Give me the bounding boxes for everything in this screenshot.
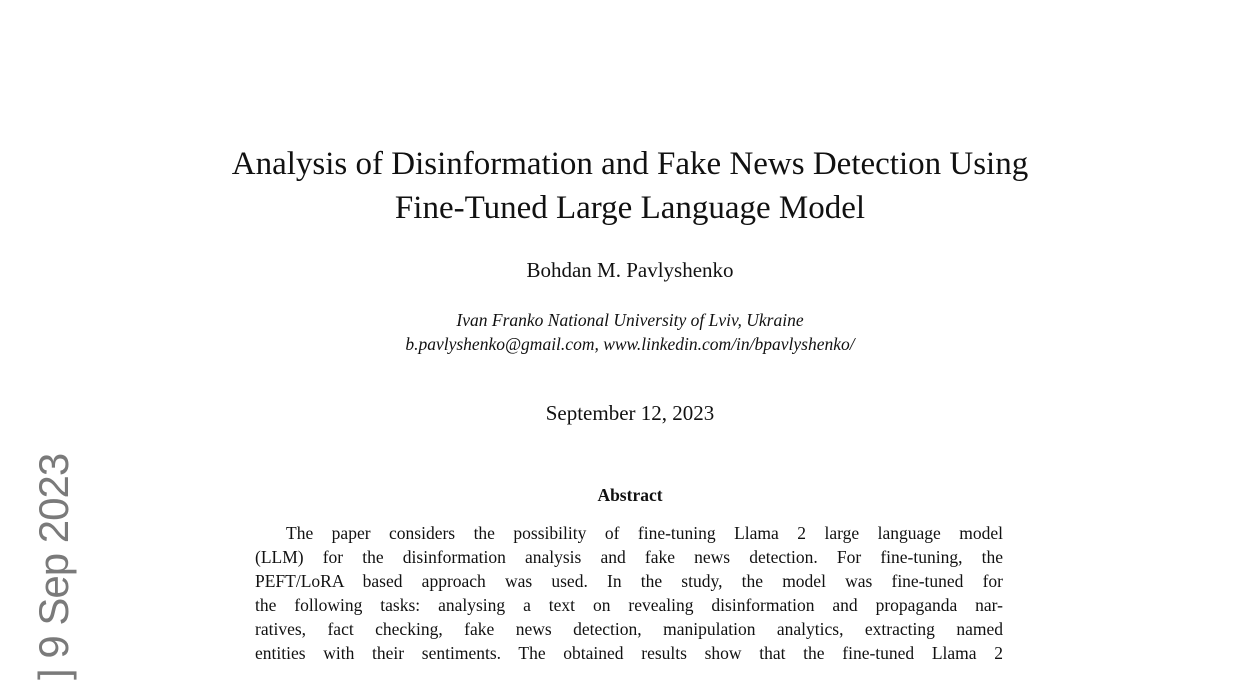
abstract-body	[255, 521, 1003, 665]
abstract-line: The paper considers the possibility of fine-tuning Llama 2 large language model	[286, 523, 1003, 543]
affiliation-institution: Ivan Franko National University of Lviv, Ukraine	[456, 310, 804, 330]
arxiv-side-stamp: ] 9 Sep 2023	[30, 453, 77, 680]
abstract-line: (LLM) for the disinformation analysis and fake news detection. For fine-tuning, the	[255, 547, 1003, 567]
abstract-line: ratives, fact checking, fake news detection, manipulation analytics, extracting named	[255, 619, 1003, 639]
paper-date: September 12, 2023	[545, 401, 715, 425]
abstract-line: entities with their sentiments. The obtained results show that the fine-tuned Llama 2	[255, 643, 1003, 663]
abstract-line: PEFT/LoRA based approach was used. In the study, the model was fine-tuned for	[255, 571, 1003, 591]
paper-title	[0, 142, 1260, 230]
abstract-heading: Abstract	[597, 485, 663, 505]
paper-title-line-2: Fine-Tuned Large Language Model	[394, 190, 866, 226]
author-affiliation	[0, 308, 1260, 356]
paper-title-line-1: Analysis of Disinformation and Fake News Detection Using	[231, 146, 1029, 182]
author-name: Bohdan M. Pavlyshenko	[526, 258, 734, 282]
abstract-line: the following tasks: analysing a text on revealing disinformation and propaganda nar-	[255, 595, 1003, 615]
affiliation-contact: b.pavlyshenko@gmail.com, www.linkedin.com/in/bpavlyshenko/	[405, 334, 855, 354]
